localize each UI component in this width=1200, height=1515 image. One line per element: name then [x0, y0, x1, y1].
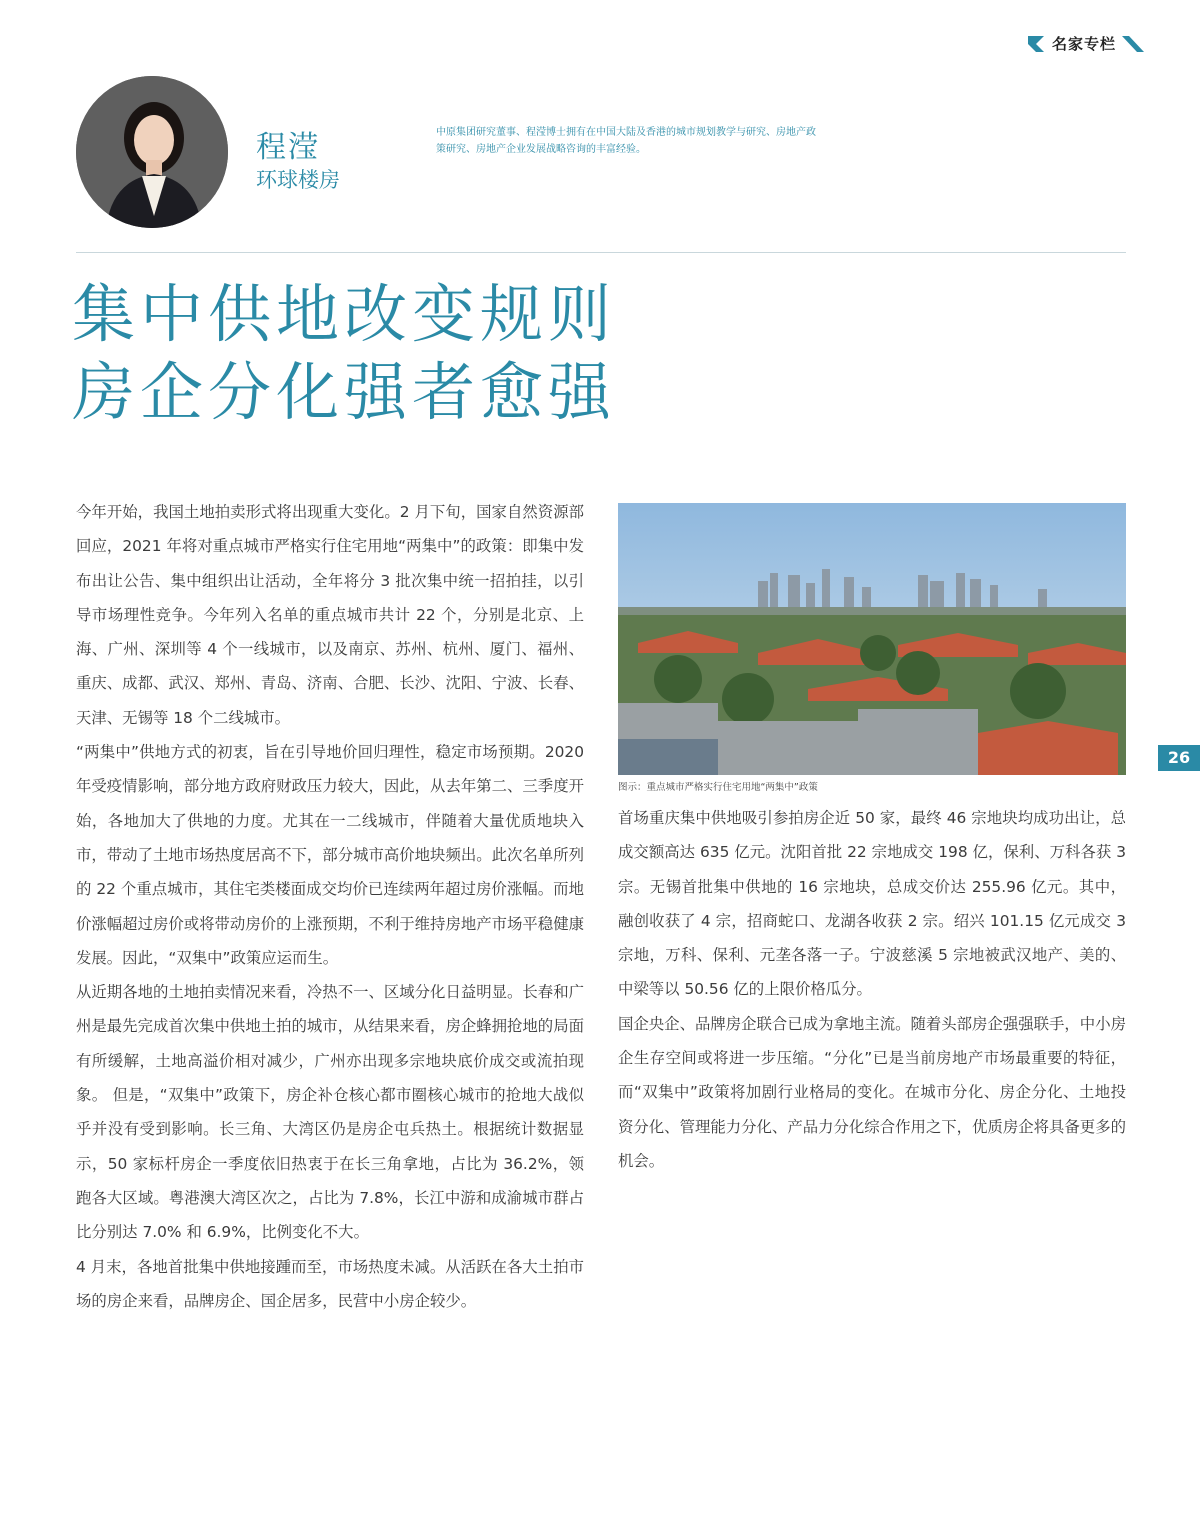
right-column [618, 801, 1126, 1178]
paragraph: “两集中”供地方式的初衷，旨在引导地价回归理性，稳定市场预期。2020 年受疫情影响，部分地方政府财政压力较大，因此，从去年第二、三季度开始，各地加大了供地的力度。尤其在一二线城市，伴随着大量优质地块入市，带动了土地市场热度居高不下，部分城市高价地块频出。此次名单所列的 22 个重点城市，其住宅类楼面成交均价已连续两年超过房价涨幅。而地价涨幅超过房价或将带动房价的上涨预期，不利于维持房地产市场平稳健康发展。因此，“双集中”政策应运而生。 [76, 743, 584, 967]
paragraph: 今年开始，我国土地拍卖形式将出现重大变化。2 月下旬，国家自然资源部回应，2021 年将对重点城市严格实行住宅用地“两集中”的政策：即集中发布出让公告、集中组织出让活动，全年将分 3 批次集中统一招拍挂，以引导市场理性竞争。今年列入名单的重点城市共计 22 个，分别是北京、上海、广州、深圳等 4 个一线城市，以及南京、苏州、杭州、厦门、福州、重庆、成都、武汉、郑州、青岛、济南、合肥、长沙、沈阳、宁波、长春、天津、无锡等 18 个二线城市。 [76, 503, 584, 727]
left-column [76, 495, 584, 1318]
photo-caption: 图示：重点城市严格实行住宅用地“两集中”政策 [618, 782, 818, 793]
arrow-left-icon [1026, 34, 1046, 54]
article-title [72, 276, 972, 432]
author-avatar [76, 76, 228, 228]
author-name: 程滢 [256, 130, 320, 165]
column-tag [1026, 32, 1146, 56]
author-org: 环球楼房 [256, 168, 340, 192]
arrow-right-icon [1120, 34, 1146, 54]
title-line-1: 集中供地改变规则 [72, 278, 616, 351]
paragraph: 国企央企、品牌房企联合已成为拿地主流。随着头部房企强强联手，中小房企生存空间或将进一步压缩。“分化”已是当前房地产市场最重要的特征，而“双集中”政策将加剧行业格局的变化。在城市分化、房企分化、土地投资分化、管理能力分化、产品力分化综合作用之下，优质房企将具备更多的机会。 [618, 1014, 1126, 1170]
page-number: 26 [1158, 745, 1200, 771]
city-photo [618, 503, 1126, 775]
divider [76, 252, 1126, 253]
paragraph: 4 月末，各地首批集中供地接踵而至，市场热度未减。从活跃在各大土拍市场的房企来看，品牌房企、国企居多，民营中小房企较少。 [76, 1257, 584, 1310]
author-bio: 中原集团研究董事、程滢博士拥有在中国大陆及香港的城市规划教学与研究、房地产政策研究、房地产企业发展战略咨询的丰富经验。 [436, 127, 816, 155]
paragraph: 首场重庆集中供地吸引参拍房企近 50 家，最终 46 宗地块均成功出让，总成交额高达 635 亿元。沈阳首批 22 宗地成交 198 亿，保利、万科各获 3 宗。无锡首批集中供地的 16 宗地块，总成交价达 255.96 亿元。其中，融创收获了 4 宗，招商蛇口、龙湖各收获 2 宗。绍兴 101.15 亿元成交 3 宗地，万科、保利、元垄各落一子。宁波慈溪 5 宗地被武汉地产、美的、中梁等以 50.56 亿的上限价格瓜分。 [618, 809, 1126, 999]
title-line-2: 房企分化强者愈强 [72, 356, 616, 429]
paragraph: 从近期各地的土地拍卖情况来看，冷热不一、区域分化日益明显。长春和广州是最先完成首次集中供地土拍的城市，从结果来看，房企蜂拥抢地的局面有所缓解，土地高溢价相对减少，广州亦出现多宗地块底价成交或流拍现象。 但是，“双集中”政策下，房企补仓核心都市圈核心城市的抢地大战似乎并没有受到影响。长三角、大湾区仍是房企屯兵热土。根据统计数据显示，50 家标杆房企一季度依旧热衷于在长三角拿地，占比为 36.2%，领跑各大区域。粤港澳大湾区次之，占比为 7.8%，长江中游和成渝城市群占比分别达 7.0% 和 6.9%，比例变化不大。 [76, 983, 584, 1242]
column-label: 名家专栏 [1052, 35, 1117, 53]
